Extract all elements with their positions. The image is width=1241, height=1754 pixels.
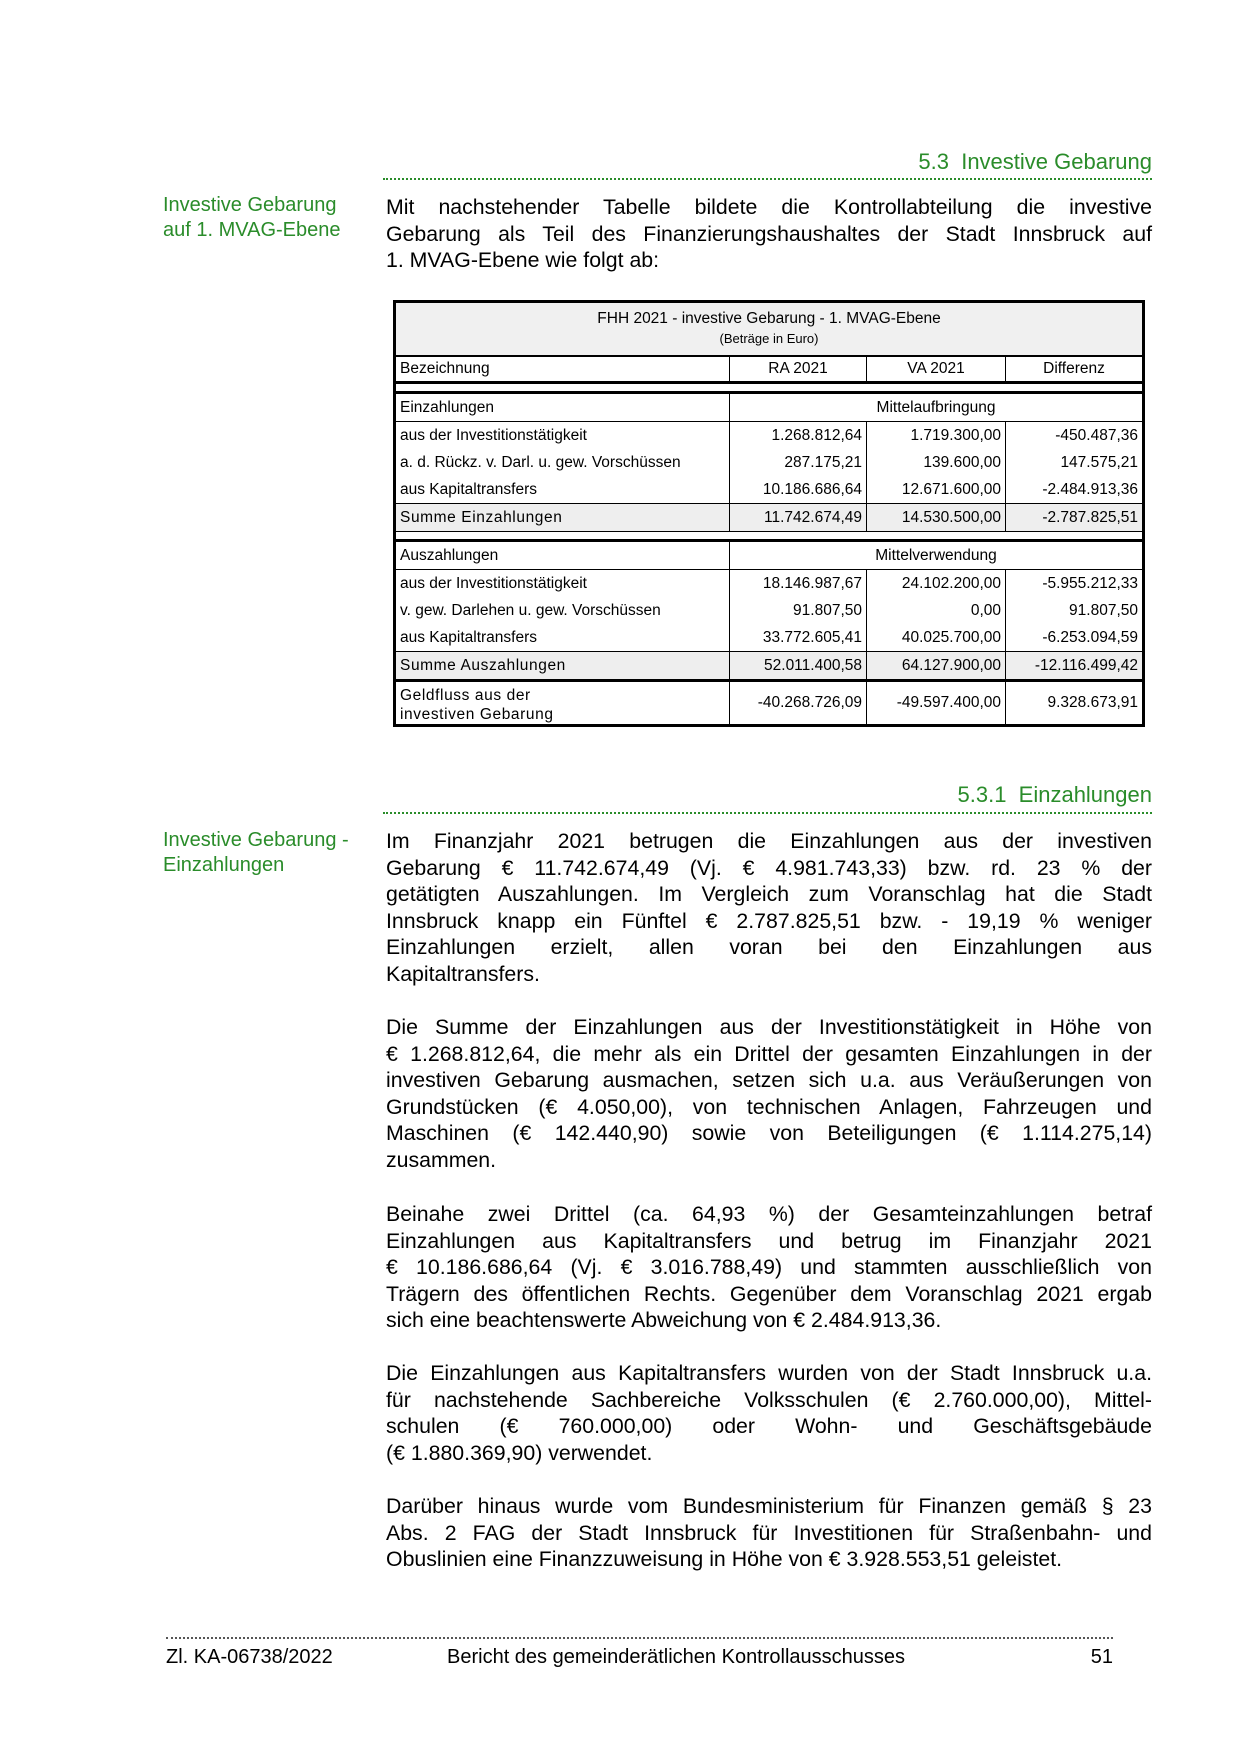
text-line: (€ 1.880.369,90) verwendet. — [386, 1440, 653, 1465]
cell-ra: 18.146.987,67 — [730, 570, 867, 598]
cell-ra: 10.186.686,64 — [730, 476, 867, 504]
table-title: FHH 2021 - investive Gebarung - 1. MVAG-Ebene — [597, 310, 941, 327]
text-line: Gebarung als Teil des Finanzierungshaushaltes der Stadt Innsbruck auf — [386, 221, 1152, 246]
text-line: Gebarung € 11.742.674,49 (Vj. € 4.981.743,33) bzw. rd. 23 % der — [386, 855, 1152, 880]
table-subtitle: (Beträge in Euro) — [719, 331, 819, 346]
geldfluss-differenz: 9.328.673,91 — [1006, 681, 1144, 726]
text-line: zusammen. — [386, 1147, 497, 1172]
cell-differenz: -450.487,36 — [1006, 422, 1144, 450]
cell-ra: 287.175,21 — [730, 449, 867, 476]
table-sum-row — [395, 652, 1144, 681]
table-group-row — [395, 393, 1144, 422]
text-line: Trägern des öffentlichen Rechts. Gegenüber dem Voranschlag 2021 ergab — [386, 1281, 1152, 1306]
geldfluss-va: -49.597.400,00 — [867, 681, 1006, 726]
table-title-row — [395, 302, 1144, 357]
cell-ra: 91.807,50 — [730, 597, 867, 624]
cell-va: 12.671.600,00 — [867, 476, 1006, 504]
side-label — [163, 193, 341, 243]
row-label: aus Kapitaltransfers — [400, 628, 537, 646]
sum-va: 14.530.500,00 — [867, 504, 1006, 532]
section-heading: 5.3 Investive Gebarung — [918, 149, 1152, 174]
text-line: Darüber hinaus wurde vom Bundesministerium für Finanzen gemäß § 23 — [386, 1494, 1152, 1518]
side-label-line: Einzahlungen — [163, 854, 285, 876]
page-number: 51 — [1090, 1646, 1113, 1668]
table-row — [395, 422, 1144, 450]
text-line: getätigten Auszahlungen. Im Vergleich zum Voranschlag hat die Stadt — [386, 882, 1152, 907]
table-row-geldfluss — [395, 681, 1144, 726]
geldfluss-label-line: Geldfluss aus der — [400, 687, 531, 704]
subsection-divider — [383, 812, 1152, 814]
cell-ra: 33.772.605,41 — [730, 624, 867, 652]
investive-gebarung-table — [393, 300, 1145, 727]
header-differenz: Differenz — [1006, 356, 1144, 383]
cell-va: 0,00 — [867, 597, 1006, 624]
cell-va: 40.025.700,00 — [867, 624, 1006, 652]
geldfluss-label-line: investiven Gebarung — [400, 706, 554, 723]
table-row — [395, 476, 1144, 504]
text-line: Obuslinien eine Finanzzuweisung in Höhe von € 3.928.553,51 geleistet. — [386, 1547, 1063, 1572]
text-line: Einzahlungen erzielt, allen voran bei den Einzahlungen aus — [386, 935, 1152, 960]
side-label-line: Investive Gebarung — [163, 194, 337, 216]
text-line: Kapitaltransfers. — [386, 961, 540, 986]
cell-differenz: -2.484.913,36 — [1006, 476, 1144, 504]
row-label: a. d. Rückz. v. Darl. u. gew. Vorschüssen — [400, 453, 681, 471]
text-line: Abs. 2 FAG der Stadt Innsbruck für Investitionen für Straßenbahn- und — [386, 1520, 1152, 1545]
paragraph — [386, 1201, 1152, 1334]
sum-ra: 52.011.400,58 — [730, 652, 867, 681]
sum-differenz: -12.116.499,42 — [1006, 652, 1144, 681]
row-label: aus Kapitaltransfers — [400, 480, 537, 498]
cell-differenz: -6.253.094,59 — [1006, 624, 1144, 652]
sum-ra: 11.742.674,49 — [730, 504, 867, 532]
text-line: Grundstücken (€ 4.050,00), von technischen Anlagen, Fahrzeugen und — [386, 1094, 1152, 1119]
paragraph — [386, 1493, 1152, 1573]
row-label: aus der Investitionstätigkeit — [400, 426, 587, 444]
table-header-row — [395, 356, 1144, 383]
cell-va: 1.719.300,00 — [867, 422, 1006, 450]
table-row — [395, 597, 1144, 624]
text-line: schulen (€ 760.000,00) oder Wohn- und Geschäftsgebäude — [386, 1414, 1152, 1439]
intro-paragraph — [386, 194, 1152, 274]
table-row — [395, 624, 1144, 652]
text-line: Mit nachstehender Tabelle bildete die Kontrollabteilung die investive — [386, 195, 1152, 219]
table-row — [395, 570, 1144, 598]
text-line: 1. MVAG-Ebene wie folgt ab: — [386, 248, 660, 273]
text-line: sich eine beachtenswerte Abweichung von € 2.484.913,36. — [386, 1308, 942, 1333]
group-label: Auszahlungen — [395, 541, 730, 570]
geldfluss-label — [395, 681, 730, 726]
text-line: € 10.186.686,64 (Vj. € 3.016.788,49) und stammten ausschließlich von — [386, 1255, 1152, 1280]
side-label-line: auf 1. MVAG-Ebene — [163, 219, 341, 241]
footer-reference: Zl. KA-06738/2022 — [166, 1646, 333, 1668]
text-line: Beinahe zwei Drittel (ca. 64,93 %) der Gesamteinzahlungen betraf — [386, 1202, 1152, 1226]
table-sum-row — [395, 504, 1144, 532]
cell-differenz: -5.955.212,33 — [1006, 570, 1144, 598]
text-line: investiven Gebarung ausmachen, setzen sich u.a. aus Veräußerungen von — [386, 1068, 1152, 1093]
paragraph — [386, 828, 1152, 988]
text-line: für nachstehende Sachbereiche Volksschulen (€ 2.760.000,00), Mittel- — [386, 1387, 1152, 1412]
table-spacer — [395, 532, 1144, 541]
group-category: Mittelverwendung — [730, 541, 1144, 570]
heading-divider — [383, 178, 1152, 180]
cell-differenz: 91.807,50 — [1006, 597, 1144, 624]
text-line: Maschinen (€ 142.440,90) sowie von Beteiligungen (€ 1.114.275,14) — [386, 1121, 1152, 1146]
header-va: VA 2021 — [867, 356, 1006, 383]
group-category: Mittelaufbringung — [730, 393, 1144, 422]
header-ra: RA 2021 — [730, 356, 867, 383]
text-line: Die Einzahlungen aus Kapitaltransfers wurden von der Stadt Innsbruck u.a. — [386, 1361, 1152, 1385]
text-line: Innsbruck knapp ein Fünftel € 2.787.825,51 bzw. - 19,19 % weniger — [386, 908, 1152, 933]
text-line: Die Summe der Einzahlungen aus der Investitionstätigkeit in Höhe von — [386, 1015, 1152, 1039]
geldfluss-ra: -40.268.726,09 — [730, 681, 867, 726]
sum-va: 64.127.900,00 — [867, 652, 1006, 681]
sum-differenz: -2.787.825,51 — [1006, 504, 1144, 532]
cell-differenz: 147.575,21 — [1006, 449, 1144, 476]
sum-label: Summe Einzahlungen — [395, 504, 730, 532]
text-line: € 1.268.812,64, die mehr als ein Drittel der gesamten Einzahlungen in der — [386, 1041, 1152, 1066]
paragraph — [386, 1014, 1152, 1174]
side-label — [163, 828, 349, 878]
text-line: Einzahlungen aus Kapitaltransfers und betrug im Finanzjahr 2021 — [386, 1228, 1152, 1253]
cell-ra: 1.268.812,64 — [730, 422, 867, 450]
sum-label: Summe Auszahlungen — [395, 652, 730, 681]
text-line: Im Finanzjahr 2021 betrugen die Einzahlungen aus der investiven — [386, 829, 1152, 853]
paragraph — [386, 1360, 1152, 1466]
row-label: aus der Investitionstätigkeit — [400, 574, 587, 592]
cell-va: 24.102.200,00 — [867, 570, 1006, 598]
footer-title: Bericht des gemeinderätlichen Kontrollausschusses — [447, 1646, 906, 1668]
header-bezeichnung: Bezeichnung — [395, 356, 730, 383]
row-label: v. gew. Darlehen u. gew. Vorschüssen — [400, 601, 661, 619]
side-label-line: Investive Gebarung - — [163, 829, 349, 851]
subsection-heading: 5.3.1 Einzahlungen — [957, 782, 1152, 807]
table-row — [395, 449, 1144, 476]
group-label: Einzahlungen — [395, 393, 730, 422]
table-spacer — [395, 383, 1144, 393]
table-group-row — [395, 541, 1144, 570]
cell-va: 139.600,00 — [867, 449, 1006, 476]
footer-divider — [166, 1637, 1113, 1639]
